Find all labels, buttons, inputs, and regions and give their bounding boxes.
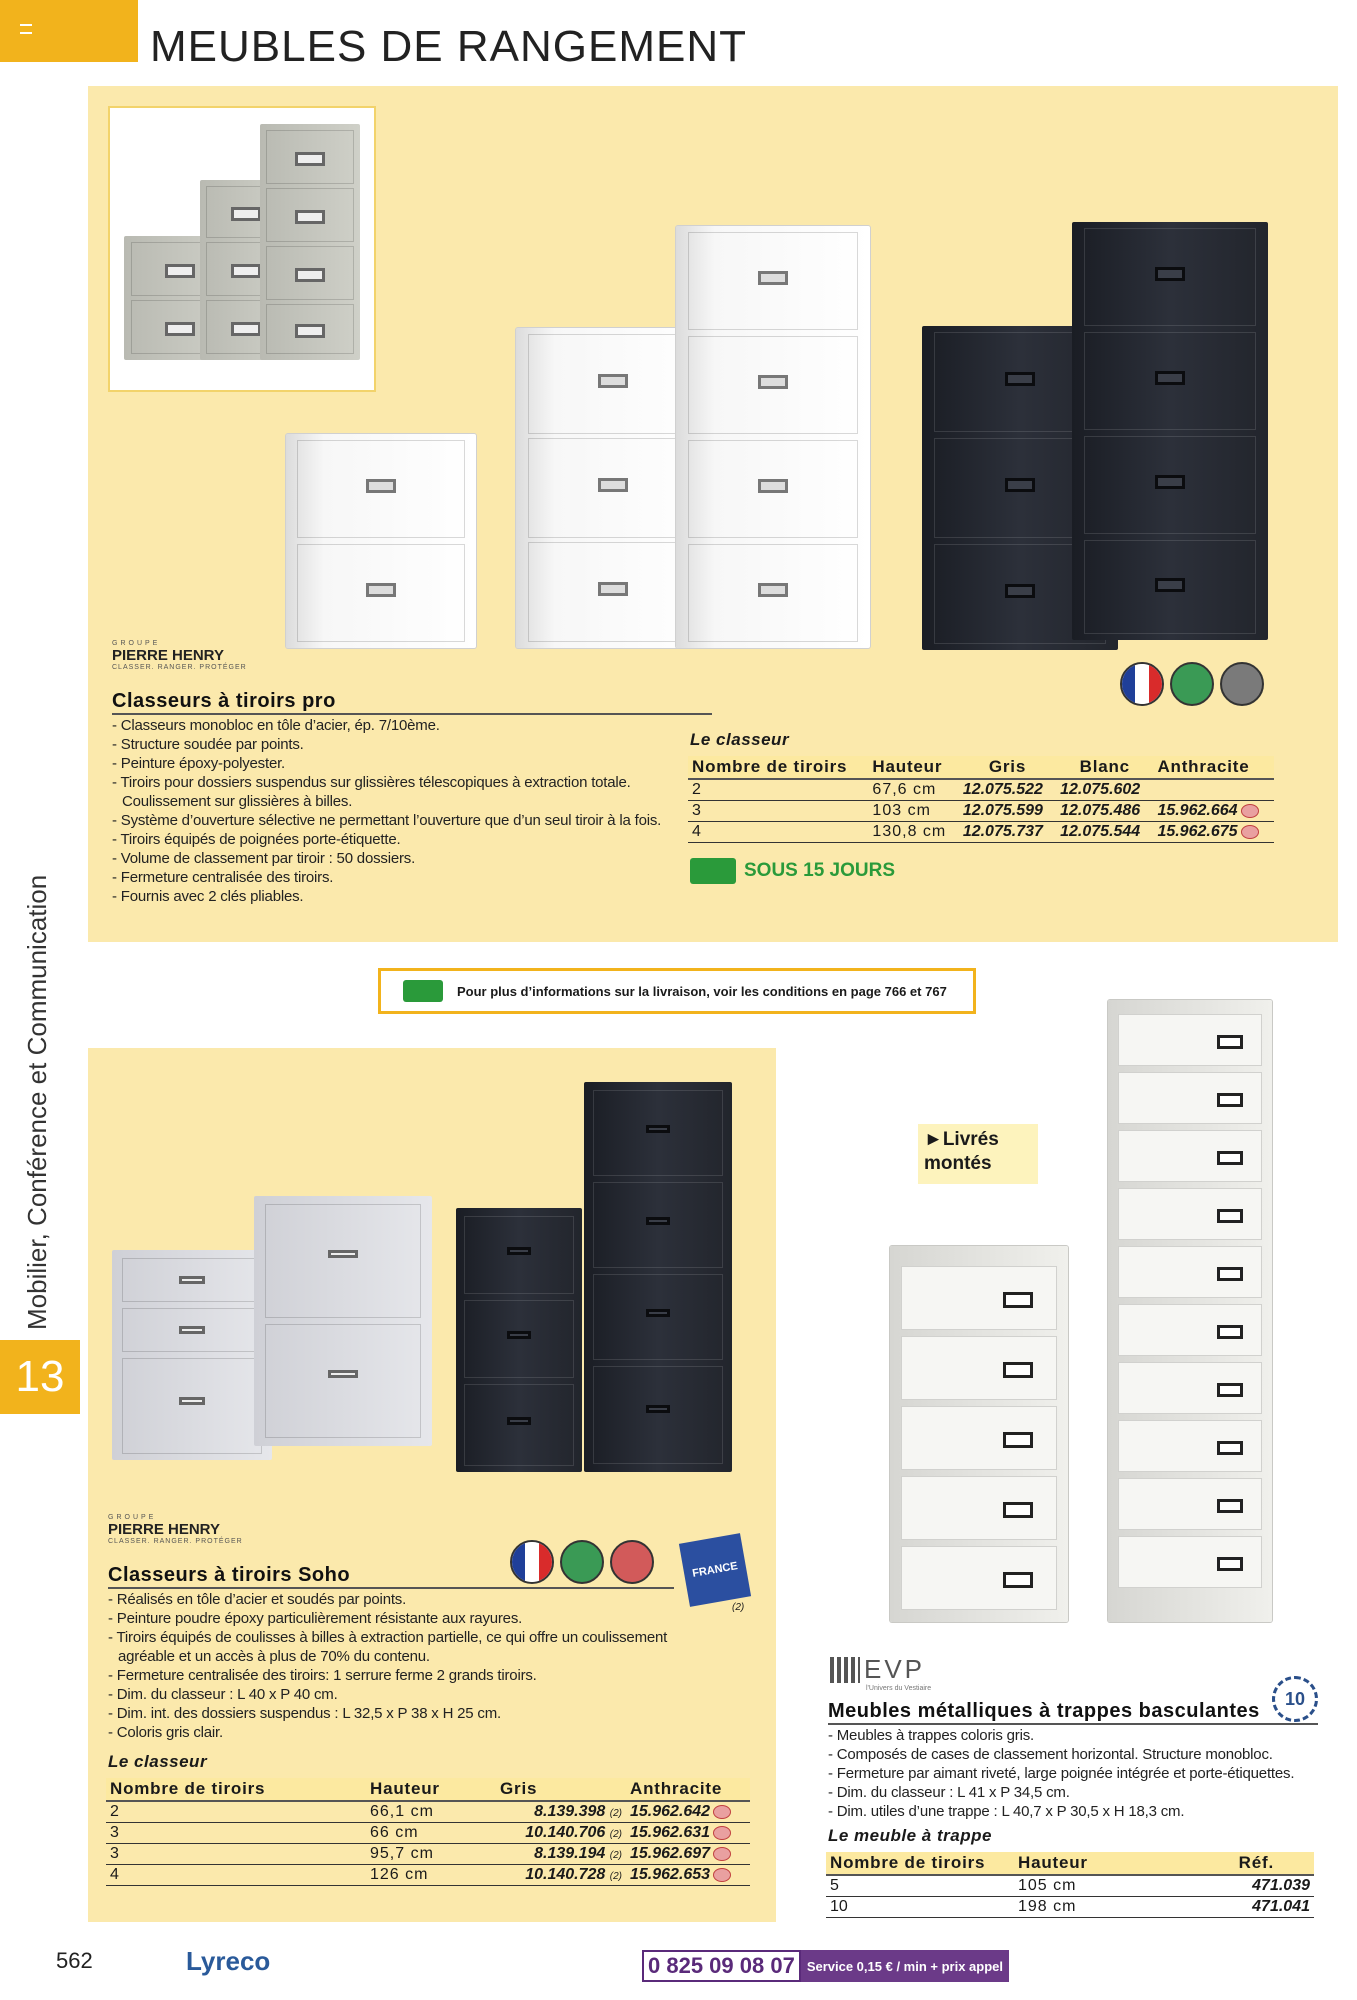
- anthracite-cabinet-4: [1072, 222, 1268, 640]
- table-row: 2 66,1 cm 8.139.398 (2) 15.962.642: [106, 1801, 750, 1823]
- section-pro-title: Classeurs à tiroirs pro: [112, 690, 712, 715]
- header-tab: [0, 0, 138, 62]
- section-trap-table: [826, 1852, 1314, 1918]
- table-header-row: Nombre de tiroirs Hauteur Réf.: [826, 1852, 1314, 1875]
- section-soho-table: [106, 1778, 750, 1886]
- livres-montes-badge: ►Livrés montés: [918, 1124, 1038, 1184]
- table-row: 5 105 cm 471.039: [826, 1875, 1314, 1897]
- eco-label-icon: [713, 1847, 731, 1861]
- delivery-info-box: Pour plus d’informations sur la livraison, voir les conditions en page 766 et 767: [378, 968, 976, 1014]
- section-soho-table-caption: Le classeur: [108, 1752, 208, 1771]
- section-trap-features: - Meubles à trappes coloris gris. - Composés de cases de classement horizontal. Structure monobloc. - Fermeture par aimant riveté, large poignée intégrée et porte-étiquettes. - Dim. du classeur : L 41 x P 34,5 cm. - Dim. utiles d’une trappe : L 40,7 x P 30,5 x H 18,3 cm.: [828, 1727, 1295, 1820]
- section-pro-table-caption: Le classeur: [690, 730, 790, 749]
- grey-soho-cabinet-3: [112, 1250, 272, 1460]
- side-category-label: Mobilier, Conférence et Communication: [22, 874, 52, 1330]
- table-row: 3 103 cm 12.075.599 12.075.486 15.962.664: [688, 801, 1274, 822]
- chapter-number: 13: [0, 1340, 80, 1414]
- pierre-henry-logo: GROUPE PIERRE HENRY CLASSER. RANGER. PROTÉGER: [108, 1514, 243, 1545]
- section-soho-features: - Réalisés en tôle d’acier et soudés par points. - Peinture poudre époxy particulièrement résistante aux rayures. - Tiroirs équipés de coulisses à billes à extraction partielle, ce qui offre un coulissement agréable et un accès à plus de 70% du contenu. - Fermeture centralisée des tiroirs: 1 serrure ferme 2 grands tiroirs. - Dim. du classeur : L 40 x P 40 cm. - Dim. int. des dossiers suspendus : L 32,5 x P 38 x H 25 cm. - Coloris gris clair.: [108, 1591, 668, 1741]
- anthracite-soho-cabinet-4: [584, 1082, 732, 1472]
- section-pro-features: - Classeurs monobloc en tôle d’acier, ép. 7/10ème. - Structure soudée par points. - Peinture époxy-polyester. - Tiroirs pour dossiers suspendus sur glissières télescopiques à extraction totale. Coulissement sur glissières à billes. - Système d’ouverture sélective ne permettant l’ouverture que d’un seul tiroir à la fois. - Tiroirs équipés de poignées porte-étiquette. - Volume de classement par tiroir : 50 dossiers. - Fermeture centralisée des tiroirs. - Fournis avec 2 clés pliables.: [112, 717, 662, 905]
- origine-france-badge: FRANCE: [679, 1533, 751, 1607]
- white-cabinet-4: [676, 226, 870, 648]
- arrow-icon: ►: [924, 1129, 943, 1150]
- menu-icon: [20, 24, 32, 34]
- white-cabinet-2: [286, 434, 476, 648]
- anthracite-soho-cabinet-3: [456, 1208, 582, 1472]
- france-badge-note: (2): [732, 1602, 745, 1613]
- table-row: 4 130,8 cm 12.075.737 12.075.544 15.962.675: [688, 822, 1274, 843]
- eco-label-icon: [713, 1826, 731, 1840]
- lyreco-logo: Lyreco: [186, 1946, 271, 1976]
- table-header-row: Nombre de tiroirs Hauteur Gris Anthracite: [106, 1778, 750, 1801]
- table-row: 4 126 cm 10.140.728 (2) 15.962.653: [106, 1865, 750, 1886]
- people-icon: [1170, 662, 1214, 706]
- service-phone: 0 825 09 08 07 Service 0,15 € / min + prix appel: [642, 1950, 1009, 1982]
- section-soho-title: Classeurs à tiroirs Soho: [108, 1564, 674, 1589]
- page-number: 562: [56, 1948, 93, 1973]
- recycling-icon: [1220, 662, 1264, 706]
- grey-cabinet-4: [260, 124, 360, 360]
- truck-icon: [403, 980, 443, 1002]
- table-row: 3 66 cm 10.140.706 (2) 15.962.631: [106, 1823, 750, 1844]
- eco-label-icon: [713, 1805, 731, 1819]
- grey-soho-cabinet-2: [254, 1196, 432, 1446]
- france-flag-icon: [1120, 662, 1164, 706]
- table-row: 10 198 cm 471.041: [826, 1897, 1314, 1918]
- trap-cabinet-5: [890, 1246, 1068, 1622]
- section-pro-table: [688, 756, 1274, 843]
- evp-logo: EVP l'Univers du Vestiaire: [830, 1654, 931, 1692]
- section-trap-title: Meubles métalliques à trappes basculantes: [828, 1700, 1318, 1725]
- pierre-henry-logo: GROUPE PIERRE HENRY CLASSER. RANGER. PROTÉGER: [112, 640, 247, 671]
- table-header-row: Nombre de tiroirs Hauteur Gris Blanc Anthracite: [688, 756, 1274, 779]
- table-row: 3 95,7 cm 8.139.194 (2) 15.962.697: [106, 1844, 750, 1865]
- table-row: 2 67,6 cm 12.075.522 12.075.602: [688, 779, 1274, 801]
- eco-label-icon: [713, 1868, 731, 1882]
- evp-mark-icon: [830, 1657, 860, 1683]
- delivery-info: SOUS 15 JOURS: [690, 858, 895, 884]
- page-title: MEUBLES DE RANGEMENT: [150, 22, 747, 71]
- warranty-10-years-icon: 10: [1272, 1676, 1318, 1722]
- eco-label-icon: [1241, 804, 1259, 818]
- truck-icon: [690, 858, 736, 884]
- grey-cabinets-inset: [108, 106, 376, 392]
- section-trap-table-caption: Le meuble à trappe: [828, 1826, 992, 1845]
- trap-cabinet-10: [1108, 1000, 1272, 1622]
- eco-label-icon: [1241, 825, 1259, 839]
